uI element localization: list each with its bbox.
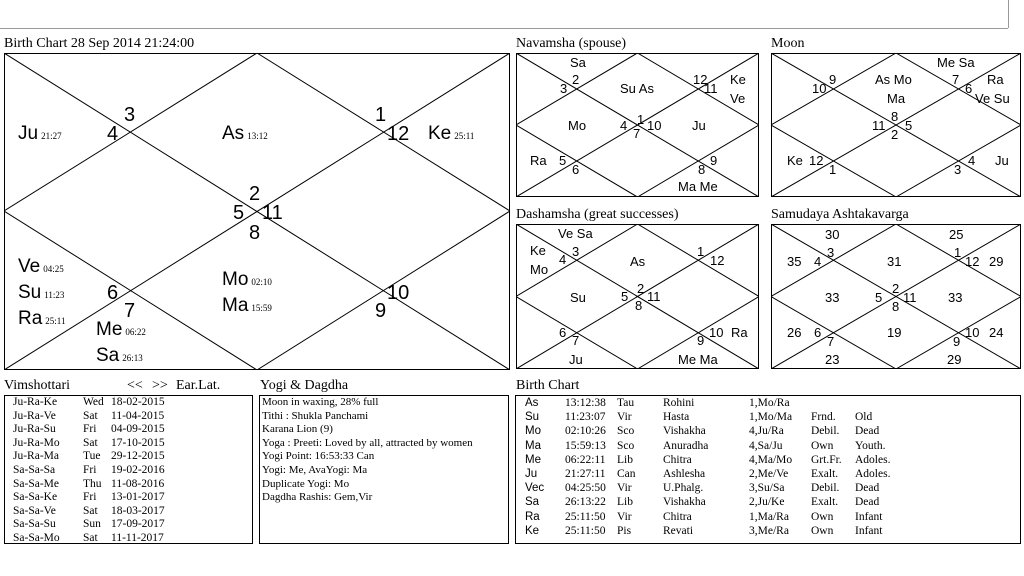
planet-sign: Pis [617,524,632,537]
chart-label: 29 [989,254,1004,269]
dasha-weekday: Sat [83,409,98,422]
planet-degree: 25:11:50 [565,524,606,537]
planet-degree: 15:59:13 [565,439,606,452]
chart-label: 11 [647,289,661,304]
planet-degree: 26:13:22 [565,496,606,509]
planet-pada: 2,Me/Ve [749,468,789,481]
planet-degree: 13:12:38 [565,397,606,409]
sign-number: 9 [375,300,387,322]
dasha-date: 17-10-2015 [111,436,165,449]
planet-nakshatra: U.Phalg. [663,482,704,495]
chart-label: 11 [903,290,917,305]
chart-label: 31 [887,254,902,269]
planet-dignity: Own [811,524,834,537]
next-period-button[interactable]: >> [152,378,168,393]
planet-nakshatra: Revati [663,524,694,537]
main-birth-chart [4,53,510,370]
chart-label: 8 [892,299,900,314]
planet-ma: Ma 15:59 [222,295,272,316]
planet-row [525,495,915,509]
planet-row [525,481,915,495]
chart-label: Ve [730,91,746,106]
planet-sign: Tau [617,397,635,409]
chart-label: 1 [697,244,705,259]
chart-label: 6 [559,325,567,340]
planet-row [525,410,915,424]
chart-label: 25 [949,227,964,242]
planet-avastha: Dead [855,496,880,509]
dasha-date: 19-02-2016 [111,463,165,476]
planet-ju: Ju 21:27 [18,123,62,144]
chart-label: 9 [953,334,961,349]
planet-avastha: Infant [855,510,883,523]
yogi-panel [259,395,509,544]
chart-label: 11 [872,118,886,133]
dasha-date: 11-04-2015 [111,409,165,422]
chart-label: 1 [829,162,837,177]
sign-number: 8 [249,222,261,244]
dasha-row[interactable] [13,437,191,451]
dasha-weekday: Tue [83,450,101,463]
planet-pada: 3,Me/Ra [749,524,789,537]
planet-name: Su [525,411,540,424]
navamsha-chart [516,53,759,197]
chart-label: Mo [568,118,587,133]
planet-row [525,439,915,453]
sign-number: 11 [262,202,283,224]
dasha-period: Ju-Ra-Ve [13,409,56,422]
planet-avastha: Old [855,411,873,424]
dashamsha-chart [516,224,759,369]
dasha-period: Ju-Ra-Su [13,423,56,436]
planet-row [525,453,915,467]
sign-number: 7 [124,300,136,322]
planet-avastha: Dead [855,482,880,495]
dashamsha-title: Dashamsha (great successes) [516,207,679,222]
planet-nakshatra: Rohini [663,397,695,409]
vimshottari-panel [4,395,253,544]
planet-me: Me 06:22 [96,319,146,340]
vimshottari-title: Vimshottari [4,378,71,393]
planet-degree: 11:23:07 [565,411,606,424]
planet-row [525,424,915,438]
planet-as: As 13:12 [222,123,268,144]
chart-label: Ve Sa [558,226,593,241]
planet-ve: Ve 04:25 [18,256,64,277]
yogi-line: Yogi: Me, AvaYogi: Ma [262,463,368,476]
chart-label: Ma [887,91,906,106]
chart-label: 4 [620,118,628,133]
chart-label: Ra [731,325,748,340]
planet-pada: 2,Ju/Ke [749,496,785,509]
planet-nakshatra: Anuradha [663,439,709,452]
dasha-row[interactable] [13,464,191,478]
chart-label: Ke [530,243,546,258]
planet-mo: Mo 02:10 [222,269,272,290]
yogi-line: Dagdha Rashis: Gem,Vir [262,491,373,504]
planet-name: As [525,397,539,409]
dasha-period: Sa-Sa-Mo [13,531,60,544]
planet-degree: 25:11:50 [565,510,606,523]
chart-label: 8 [635,298,643,313]
chart-label: 5 [621,289,629,304]
planet-dignity [811,396,855,410]
sign-number: 4 [107,123,119,145]
chart-label: As Mo [875,72,912,87]
dasha-date: 17-09-2017 [111,518,165,531]
chart-label: Ke [787,153,803,168]
chart-label: 10 [812,81,827,96]
planet-pada: 3,Su/Sa [749,482,785,495]
planet-table-panel [515,395,1021,544]
chart-label: Me Ma [678,352,718,367]
chart-label: Ju [569,352,583,367]
chart-label: 33 [825,290,840,305]
dasha-row[interactable] [13,532,191,546]
chart-label: 33 [948,290,963,305]
chart-label: 3 [827,245,835,260]
planet-avastha: Infant [855,524,883,537]
moon-chart [771,53,1021,197]
dasha-period: Ju-Ra-Ma [13,450,59,463]
chart-label: 8 [891,109,899,124]
planet-su: Su 11:23 [18,282,65,303]
chart-label: 2 [892,281,900,296]
planet-avastha [855,396,915,410]
chart-label: 5 [905,118,913,133]
chart-label: Ra [530,153,547,168]
planet-name: Ma [525,439,541,452]
navamsha-title: Navamsha (spouse) [516,36,627,51]
planet-table-title: Birth Chart [516,378,580,393]
planet-name: Ke [525,524,540,537]
planet-pada: 1,Mo/Ra [749,397,790,409]
dasha-row[interactable] [13,491,191,505]
chart-label: 24 [989,325,1004,340]
dasha-row[interactable] [13,450,191,464]
chart-label: Mo [530,262,549,277]
planet-degree: 02:10:26 [565,425,606,438]
yogi-line: Duplicate Yogi: Mo [262,477,350,490]
planet-name: Mo [525,425,541,438]
planet-pada: 1,Mo/Ma [749,411,793,424]
chart-label: Su [570,290,586,305]
chart-label: 9 [697,333,705,348]
dasha-weekday: Sat [83,504,98,517]
chart-label: 4 [559,252,567,267]
chart-label: 19 [887,325,902,340]
planet-ra: Ra 25:11 [18,308,66,329]
chart-label: 2 [572,72,580,87]
chart-label: 10 [647,118,662,133]
planet-nakshatra: Vishakha [663,496,706,509]
dasha-weekday: Sat [83,436,98,449]
planet-pada: 4,Ma/Mo [749,453,793,466]
dasha-period: Sa-Sa-Su [13,518,56,531]
chart-label: 12 [965,254,980,269]
planet-dignity: Own [811,510,834,523]
chart-label: 1 [637,112,645,127]
chart-label: 23 [825,352,840,367]
chart-label: 5 [559,153,567,168]
planet-dignity: Grt.Fr. [811,453,842,466]
dasha-date: 13-01-2017 [111,491,165,504]
chart-label: 35 [787,254,802,269]
sign-number: 6 [107,282,119,304]
top-edge-marker [1008,0,1009,28]
chart-label: Ma Me [678,179,718,194]
planet-dignity: Exalt. [811,496,839,509]
chart-label: Su As [620,81,654,96]
dasha-weekday: Fri [83,423,97,436]
chart-label: 10 [965,325,980,340]
planet-name: Ra [525,510,540,523]
sign-number: 10 [387,282,410,304]
dasha-date: 11-11-2017 [111,531,164,544]
planet-row [525,396,915,410]
chart-label: Ke [730,72,746,87]
chart-label: 9 [829,72,837,87]
planet-sign: Sco [617,425,635,438]
dasha-weekday: Sat [83,531,98,544]
yogi-line: Moon in waxing, 28% full [262,396,379,408]
chart-label: 2 [637,281,645,296]
planet-name: Ju [525,468,538,481]
planet-dignity: Exalt. [811,468,839,481]
planet-sign: Lib [617,453,633,466]
sign-number: 5 [233,202,245,224]
dasha-date: 18-02-2015 [111,396,165,408]
chart-label: Ra [987,72,1004,87]
dasha-weekday: Fri [83,491,97,504]
chart-label: 6 [965,81,973,96]
planet-name: Me [525,453,541,466]
dasha-date: 11-08-2016 [111,477,165,490]
yogi-line: Yogi Point: 16:53:33 Can [262,450,375,463]
chart-label: 12 [809,153,824,168]
yogi-line: Karana Lion (9) [262,423,333,436]
yogi-line: Tithi : Shukla Panchami [262,409,369,422]
dasha-period: Sa-Sa-Sa [13,463,56,476]
dasha-period: Ju-Ra-Ke [13,396,58,408]
dasha-row[interactable] [13,478,191,492]
dasha-weekday: Sun [83,518,101,531]
dasha-weekday: Fri [83,463,97,476]
vimshottari-list [13,396,191,546]
planet-pada: 4,Ju/Ra [749,425,784,438]
planet-pada: 1,Ma/Ra [749,510,789,523]
chart-label: Ju [692,118,706,133]
planet-avastha: Adoles. [855,453,891,466]
chart-label: 4 [814,254,822,269]
dasha-row[interactable] [13,518,191,532]
chart-label: 3 [560,81,568,96]
chart-label: 10 [709,325,724,340]
chart-label: 12 [710,253,725,268]
planet-avastha: Dead [855,425,880,438]
moon-chart-title: Moon [771,36,805,51]
planet-degree: 21:27:11 [565,468,606,481]
dasha-period: Ju-Ra-Mo [13,436,60,449]
planet-pada: 4,Sa/Ju [749,439,783,452]
dasha-row[interactable] [13,410,191,424]
chart-label: As [630,254,646,269]
planet-sign: Sco [617,439,635,452]
chart-label: 7 [572,333,580,348]
planet-sign: Can [617,468,636,481]
top-divider [0,28,1008,29]
planet-nakshatra: Ashlesha [663,468,706,481]
chart-label: Me Sa [937,55,975,70]
planet-sign: Vir [617,510,632,523]
planet-row [525,467,915,481]
ear-lat-button[interactable]: Ear.Lat. [176,378,221,393]
planet-nakshatra: Hasta [663,411,690,424]
chart-label: 3 [954,162,962,177]
ashtakavarga-chart [771,224,1021,369]
birth-chart-title: Birth Chart 28 Sep 2014 21:24:00 [4,36,195,51]
planet-ke: Ke 25:11 [428,123,475,144]
dasha-date: 29-12-2015 [111,450,165,463]
dasha-period: Sa-Sa-Me [13,477,59,490]
planet-nakshatra: Chitra [663,453,692,466]
planet-sign: Vir [617,482,632,495]
planet-avastha: Youth. [855,439,886,452]
planet-nakshatra: Vishakha [663,425,706,438]
planet-table [525,396,915,538]
chart-label: 30 [825,227,840,242]
chart-label: 3 [572,244,580,259]
planet-name: Vec [525,482,545,495]
dasha-date: 18-03-2017 [111,504,165,517]
dasha-period: Sa-Sa-Ke [13,491,58,504]
yogi-title: Yogi & Dagdha [260,378,349,393]
chart-label: 29 [947,352,962,367]
planet-dignity: Debil. [811,425,840,438]
yogi-list [262,396,473,505]
dasha-row[interactable] [13,423,191,437]
planet-avastha: Adoles. [855,468,891,481]
planet-sa: Sa 26:13 [96,345,143,366]
planet-dignity: Frnd. [811,411,836,424]
dasha-period: Sa-Sa-Ve [13,504,56,517]
chart-label: 7 [952,72,960,87]
planet-degree: 04:25:50 [565,482,606,495]
sign-number: 1 [375,104,387,126]
planet-dignity: Debil. [811,482,840,495]
chart-label: 12 [693,72,708,87]
chart-label: Ve Su [975,91,1010,106]
planet-sign: Lib [617,496,633,509]
sign-number: 12 [387,123,410,145]
dasha-weekday: Wed [83,396,104,408]
sign-number: 2 [249,183,261,205]
dasha-row[interactable] [13,396,191,410]
chart-label: Sa [570,55,586,70]
planet-sign: Vir [617,411,632,424]
chart-label: 9 [710,153,718,168]
planet-row [525,510,915,524]
sign-number: 3 [124,104,136,126]
chart-label: 8 [698,162,706,177]
chart-label: 26 [787,325,802,340]
prev-period-button[interactable]: << [127,378,143,393]
dasha-date: 04-09-2015 [111,423,165,436]
chart-label: 6 [572,162,580,177]
yogi-line: Yoga : Preeti: Loved by all, attracted by women [262,436,473,449]
dasha-row[interactable] [13,505,191,519]
ashtakavarga-title: Samudaya Ashtakavarga [771,207,909,222]
planet-dignity: Own [811,439,834,452]
chart-label: 2 [891,127,899,142]
chart-label: Ju [995,153,1009,168]
planet-nakshatra: Chitra [663,510,692,523]
chart-label: 7 [633,126,641,141]
planet-name: Sa [525,496,540,509]
planet-degree: 06:22:11 [565,453,606,466]
chart-label: 11 [704,81,718,96]
chart-label: 4 [968,153,976,168]
chart-label: 6 [814,325,822,340]
chart-label: 1 [954,245,962,260]
planet-row [525,524,915,538]
dasha-weekday: Thu [83,477,102,490]
chart-label: 5 [875,290,883,305]
chart-label: 7 [827,334,835,349]
